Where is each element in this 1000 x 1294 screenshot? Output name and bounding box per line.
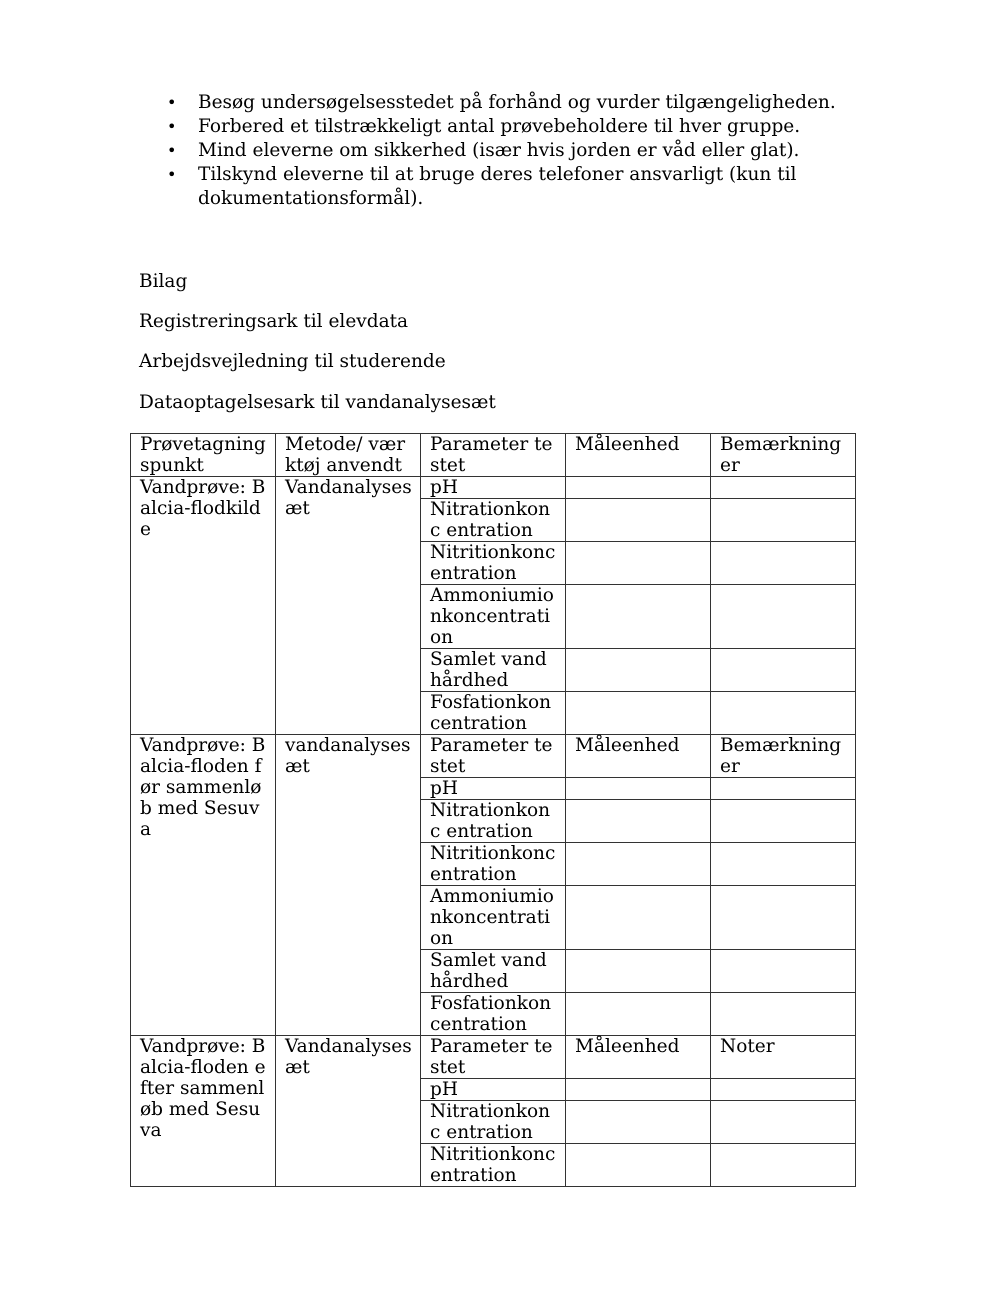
- remark-cell[interactable]: [711, 843, 856, 886]
- unit-cell[interactable]: [566, 886, 711, 950]
- parameter-cell: Ammoniumio nkoncentrati on: [421, 585, 566, 649]
- appendix-item-data-sheet: Dataoptagelsesark til vandanalysesæt: [139, 392, 496, 413]
- unit-cell[interactable]: [566, 1144, 711, 1187]
- unit-cell[interactable]: [566, 542, 711, 585]
- table-row: [131, 477, 856, 499]
- table-row: [131, 1036, 856, 1079]
- remark-cell[interactable]: [711, 692, 856, 735]
- water-analysis-table: [130, 433, 856, 1187]
- header-cell: Måleenhed: [566, 434, 711, 477]
- remark-cell[interactable]: [711, 542, 856, 585]
- sub-header-cell: Noter: [711, 1036, 856, 1079]
- remark-cell[interactable]: [711, 585, 856, 649]
- header-cell: Parameter testet: [421, 434, 566, 477]
- sub-header-cell: Måleenhed: [566, 735, 711, 778]
- unit-cell[interactable]: [566, 950, 711, 993]
- parameter-cell: Ammoniumio nkoncentrati on: [421, 886, 566, 950]
- table-row: [131, 735, 856, 778]
- unit-cell[interactable]: [566, 477, 711, 499]
- unit-cell[interactable]: [566, 778, 711, 800]
- parameter-cell: pH: [421, 778, 566, 800]
- unit-cell[interactable]: [566, 843, 711, 886]
- sub-header-cell: Bemærkning er: [711, 735, 856, 778]
- header-cell: Metode/ værktøj anvendt: [276, 434, 421, 477]
- header-cell: Bemærkning er: [711, 434, 856, 477]
- parameter-cell: Nitrationkonc entration: [421, 800, 566, 843]
- parameter-cell: pH: [421, 1079, 566, 1101]
- parameter-cell: Nitrationkonc entration: [421, 1101, 566, 1144]
- bullet-icon: •: [167, 141, 177, 160]
- list-item: • Besøg undersøgelsesstedet på forhånd og vurder tilgængeligheden.: [167, 92, 836, 113]
- method-cell: Vandanalyses æt: [276, 477, 421, 735]
- preparation-list: [167, 91, 857, 211]
- parameter-cell: Samlet vandhårdhed: [421, 649, 566, 692]
- parameter-cell: pH: [421, 477, 566, 499]
- remark-cell[interactable]: [711, 1101, 856, 1144]
- list-item: • Mind eleverne om sikkerhed (især hvis jorden er våd eller glat).: [167, 140, 800, 161]
- unit-cell[interactable]: [566, 1101, 711, 1144]
- sub-header-cell: Parameter testet: [421, 1036, 566, 1079]
- remark-cell[interactable]: [711, 950, 856, 993]
- parameter-cell: Nitrationkonc entration: [421, 499, 566, 542]
- list-item: • Forbered et tilstrækkeligt antal prøvebeholdere til hver gruppe.: [167, 116, 801, 137]
- unit-cell[interactable]: [566, 499, 711, 542]
- parameter-cell: Nitritionkonc entration: [421, 542, 566, 585]
- sub-header-cell: Parameter testet: [421, 735, 566, 778]
- sample-location-cell: Vandprøve: Balcia-floden efter sammenløb med Sesuva: [131, 1036, 276, 1187]
- remark-cell[interactable]: [711, 993, 856, 1036]
- method-cell: Vandanalyses æt: [276, 1036, 421, 1187]
- parameter-cell: Nitritionkonc entration: [421, 1144, 566, 1187]
- parameter-cell: Nitritionkonc entration: [421, 843, 566, 886]
- sub-header-cell: Måleenhed: [566, 1036, 711, 1079]
- appendix-item-work-guide: Arbejdsvejledning til studerende: [139, 351, 446, 372]
- bullet-icon: •: [167, 117, 177, 136]
- remark-cell[interactable]: [711, 649, 856, 692]
- remark-cell[interactable]: [711, 477, 856, 499]
- header-cell: Prøvetagning spunkt: [131, 434, 276, 477]
- parameter-cell: Fosfationkon centration: [421, 692, 566, 735]
- remark-cell[interactable]: [711, 1079, 856, 1101]
- parameter-cell: Samlet vandhårdhed: [421, 950, 566, 993]
- table-header-row: [131, 434, 856, 477]
- remark-cell[interactable]: [711, 499, 856, 542]
- list-item: • Tilskynd eleverne til at bruge deres telefoner ansvarligt (kun til dokumentationsformål).: [167, 164, 797, 209]
- bullet-icon: •: [167, 93, 177, 112]
- unit-cell[interactable]: [566, 649, 711, 692]
- appendix-heading: Bilag: [139, 271, 188, 292]
- unit-cell[interactable]: [566, 993, 711, 1036]
- unit-cell[interactable]: [566, 800, 711, 843]
- appendix-item-registration-sheet: Registreringsark til elevdata: [139, 311, 409, 332]
- remark-cell[interactable]: [711, 1144, 856, 1187]
- sample-location-cell: Vandprøve: Balcia-flodkilde: [131, 477, 276, 735]
- method-cell: vandanalyses æt: [276, 735, 421, 1036]
- parameter-cell: Fosfationkon centration: [421, 993, 566, 1036]
- unit-cell[interactable]: [566, 692, 711, 735]
- remark-cell[interactable]: [711, 800, 856, 843]
- unit-cell[interactable]: [566, 585, 711, 649]
- sample-location-cell: Vandprøve: Balcia-floden før sammenløb med Sesuva: [131, 735, 276, 1036]
- unit-cell[interactable]: [566, 1079, 711, 1101]
- bullet-icon: •: [167, 165, 177, 184]
- remark-cell[interactable]: [711, 778, 856, 800]
- remark-cell[interactable]: [711, 886, 856, 950]
